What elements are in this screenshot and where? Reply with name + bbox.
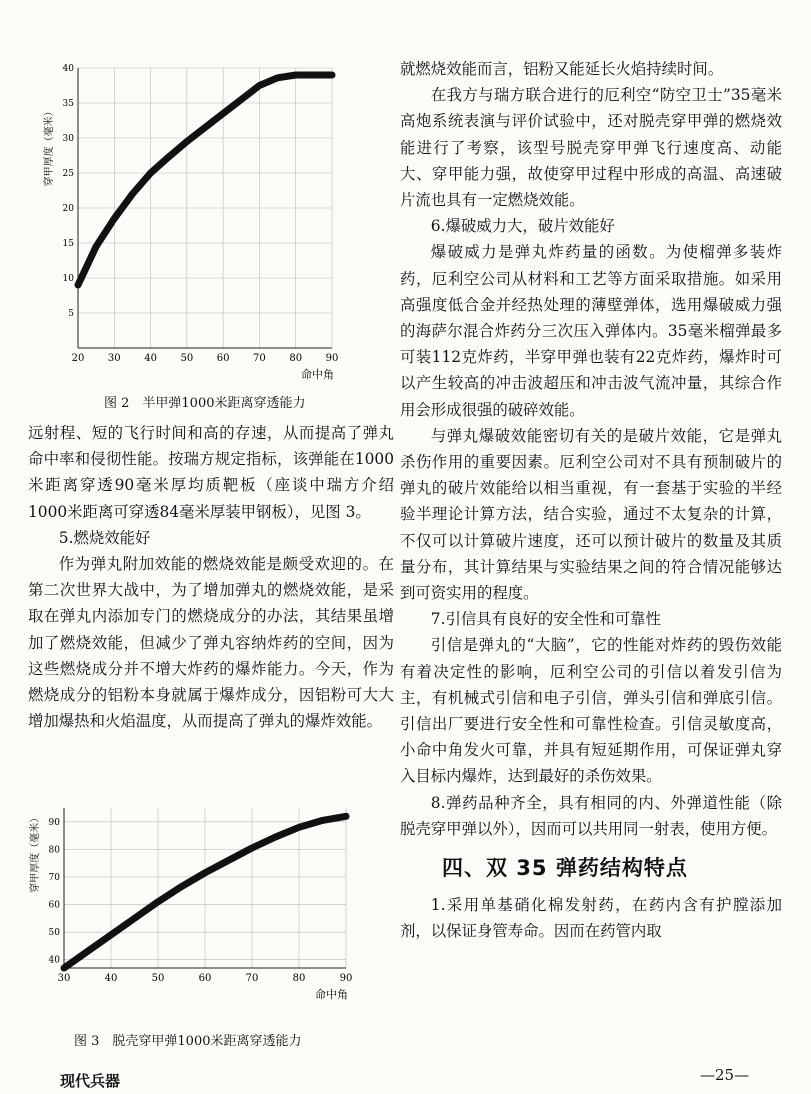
x-tick-label: 40 [104, 973, 118, 984]
heading-5: 5.燃烧效能好 [58, 528, 151, 547]
right-paragraph-1: 就燃烧效能而言，铝粉又能延长火焰持续时间。 [400, 60, 724, 78]
y-tick-label: 15 [62, 239, 74, 249]
y-tick-label: 40 [48, 955, 60, 966]
x-tick-label: 50 [151, 973, 165, 984]
x-tick-label: 40 [144, 353, 157, 364]
series-line [78, 75, 332, 285]
figure-3-caption: 图 3 脱壳穿甲弹1000米距离穿透能力 [74, 1034, 302, 1049]
right-column [400, 56, 782, 945]
y-tick-label: 90 [48, 817, 60, 828]
y-tick-label: 30 [62, 134, 74, 144]
right-paragraph-2: 在我方与瑞方联合进行的厄利空“防空卫士”35毫米高炮系统表演与评价试验中，还对脱壳穿甲弹的燃烧效能进行了考察，该型号脱壳穿甲弹飞行速度高、动能大、穿甲能力强，故使穿甲过程中形成的高温、高速破片流也具有一定燃烧效能。 [400, 86, 782, 210]
y-tick-label: 50 [48, 928, 60, 939]
journal-name: 现代兵器 [60, 1072, 121, 1090]
x-tick-label: 60 [216, 353, 230, 364]
section-heading: 四、双 35 弹药结构特点 [442, 856, 688, 881]
figure-3-chart [30, 800, 376, 1010]
y-tick-label: 70 [48, 872, 60, 883]
left-column [28, 420, 394, 734]
x-tick-label: 30 [57, 973, 71, 984]
left-paragraph-1: 远射程、短的飞行时间和高的存速，从而提高了弹丸命中率和侵彻性能。按瑞方规定指标，该弹能在1000米距离穿透90毫米厚均质靶板（座谈中瑞方介绍1000米距离可穿透84毫米厚装甲钢板），见图 3。 [28, 424, 394, 521]
right-paragraph-7: 1.采用单基硝化棉发射药，在药内含有护膛添加剂，以保证身管寿命。因而在药管内取 [400, 896, 782, 941]
y-tick-label: 80 [48, 845, 60, 856]
x-tick-label: 30 [107, 353, 121, 364]
x-tick-label: 70 [253, 353, 266, 364]
heading-6: 6.爆破威力大，破片效能好 [430, 217, 615, 236]
x-tick-label: 80 [292, 973, 306, 984]
y-axis-label: 穿甲厚度（毫米） [44, 106, 55, 187]
heading-7: 7.引信具有良好的安全性和可靠性 [430, 610, 661, 629]
x-axis-label: 命中角 [315, 988, 348, 1001]
right-paragraph-3: 爆破威力是弹丸炸药量的函数。为使榴弹多装炸药，厄利空公司从材料和工艺等方面采取措施。如采用高强度低合金并经热处理的薄壁弹体，选用爆破威力强的海萨尔混合炸药分三次压入弹体内。35毫米榴弹最多可装112克炸药，半穿甲弹也装有22克炸药，爆炸时可以产生较高的冲击波超压和冲击波气流冲量，其综合作用会形成很强的破碎效能。 [400, 243, 782, 419]
page-number: —25— [700, 1066, 750, 1084]
figure-2-caption: 图 2 半甲弹1000米距离穿透能力 [104, 396, 306, 411]
y-tick-label: 5 [68, 309, 74, 319]
x-tick-label: 80 [289, 353, 303, 364]
x-tick-label: 90 [339, 973, 353, 984]
x-tick-label: 50 [180, 353, 194, 364]
x-tick-label: 90 [325, 353, 339, 364]
y-axis-label: 穿甲厚度（毫米） [30, 812, 41, 893]
y-tick-label: 40 [62, 64, 74, 74]
left-paragraph-2: 作为弹丸附加效能的燃烧效能是颇受欢迎的。在第二次世界大战中，为了增加弹丸的燃烧效能，是采取在弹丸内添加专门的燃烧成分的办法，其结果虽增加了燃烧效能，但减少了弹丸容纳炸药的空间，因为这些燃烧成分并不增大炸药的爆炸能力。今天，作为燃烧成分的铝粉本身就属于爆炸成分，因铝粉可大大增加爆热和火焰温度，从而提高了弹丸的爆炸效能。 [28, 555, 394, 731]
right-paragraph-5: 引信是弹丸的“大脑”，它的性能对炸药的毁伤效能有着决定性的影响，厄利空公司的引信以着发引信为主，有机械式引信和电子引信，弹头引信和弹底引信。引信出厂要进行安全性和可靠性检查。引信灵敏度高，小命中角发火可靠，并具有短延期作用，可保证弹丸穿入目标内爆炸，达到最好的杀伤效果。 [400, 636, 782, 786]
x-tick-label: 20 [71, 353, 85, 364]
y-tick-label: 35 [62, 99, 74, 109]
x-tick-label: 60 [198, 973, 212, 984]
x-axis-label: 命中角 [301, 368, 334, 381]
x-tick-label: 70 [245, 973, 259, 984]
y-tick-label: 20 [62, 204, 74, 214]
right-paragraph-4: 与弹丸爆破效能密切有关的是破片效能，它是弹丸杀伤作用的重要因素。厄利空公司对不具有预制破片的弹丸的破片效能给以相当重视，有一套基于实验的半经验半理论计算方法，结合实验，通过不太复杂的计算，不仅可以计算破片速度，还可以预计破片的数量及其质量分布，其计算结果与实验结果之间的符合情况能够达到可资实用的程度。 [400, 426, 782, 603]
y-tick-label: 60 [48, 900, 60, 911]
figure-2-chart [44, 56, 374, 386]
right-paragraph-6: 8.弹药品种齐全，具有相同的内、外弹道性能（除脱壳穿甲弹以外），因而可以共用同一射表，使用方便。 [400, 793, 782, 838]
y-tick-label: 10 [62, 274, 74, 284]
y-tick-label: 25 [62, 169, 74, 179]
